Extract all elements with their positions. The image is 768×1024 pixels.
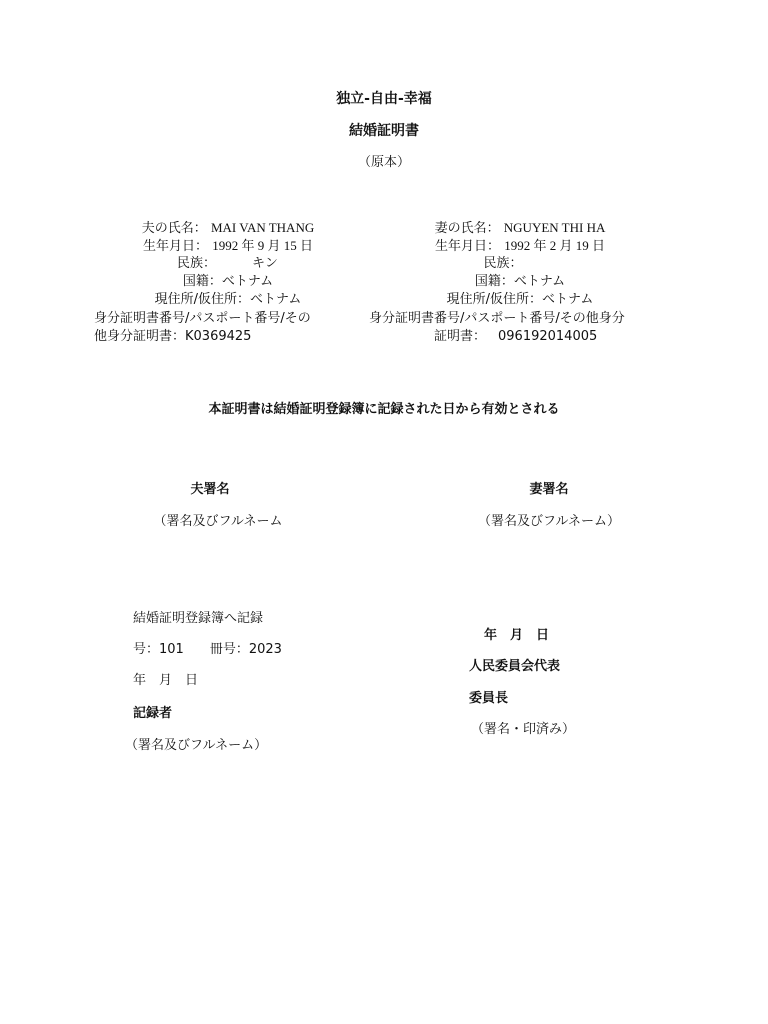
husband-signature-label: 夫署名 [190, 482, 230, 497]
committee-chair: 委員長 [469, 691, 509, 706]
wife-dob: 1992 年 2 月 19 日 [504, 238, 605, 253]
wife-nationality: 国籍：ベトナム [474, 274, 566, 289]
wife-signature-note: （署名及びフルネーム） [477, 514, 621, 529]
husband-signature-note: （署名及びフルネーム [153, 514, 283, 529]
wife-residence: 現住所/仮住所：ベトナム [446, 292, 594, 307]
husband-name-label: 夫の氏名 [141, 221, 194, 236]
husband-ethnicity: キン [252, 256, 278, 271]
document-title: 結婚証明書 [349, 123, 419, 139]
registry-number: 号：101 冊号：2023 [133, 642, 282, 657]
wife-name-label: 妻の氏名： [434, 221, 500, 236]
wife-name: NGUYEN THI HA [503, 220, 606, 235]
document-subtitle: （原本） [357, 155, 411, 170]
husband-residence: 現住所/仮住所：ベトナム [154, 292, 302, 307]
registry-date: 年 月 日 [133, 673, 199, 688]
wife-ethnicity-label: 民族： [483, 256, 523, 271]
registry-entry: 結婚証明登録簿へ記録 [133, 611, 264, 626]
husband-name-separator: ： [193, 221, 207, 236]
wife-id-label-line1: 身分証明書番号/パスポート番号/その他身分 [369, 311, 625, 326]
wife-id-label-line2: 証明書： [434, 329, 487, 344]
wife-dob-label: 生年月日： [435, 239, 501, 254]
committee-seal-note: （署名・印済み） [471, 722, 576, 737]
husband-id-label-line1: 身分証明書番号/パスポート番号/その [94, 311, 311, 326]
wife-id-row [434, 328, 597, 346]
wife-id-number: 096192014005 [498, 329, 598, 344]
recorder-label: 記録者 [133, 706, 173, 721]
committee-date: 年 月 日 [484, 628, 550, 643]
husband-ethnicity-label: 民族： [177, 256, 217, 271]
husband-dob: 1992 年 9 月 15 日 [212, 238, 313, 253]
recorder-signature-note: （署名及びフルネーム） [125, 738, 268, 753]
husband-name: MAI VAN THANG [210, 220, 315, 235]
wife-name-row [435, 219, 606, 238]
validity-statement: 本証明書は結婚証明登録簿に記録された日から有効とされる [208, 402, 560, 417]
husband-id-label-line2: 他身分証明書： [94, 329, 186, 344]
national-motto: 独立-自由-幸福 [336, 91, 432, 107]
husband-name-row [142, 219, 314, 238]
husband-ethnicity-row [177, 255, 278, 273]
committee-representative: 人民委員会代表 [469, 659, 561, 674]
wife-signature-label: 妻署名 [529, 482, 569, 497]
husband-dob-label: 生年月日： [143, 239, 209, 254]
husband-id-row [94, 328, 251, 346]
wife-dob-row [435, 237, 605, 256]
husband-id-number: K0369425 [185, 329, 252, 344]
husband-dob-row [143, 237, 313, 256]
husband-nationality: 国籍：ベトナム [182, 274, 274, 289]
